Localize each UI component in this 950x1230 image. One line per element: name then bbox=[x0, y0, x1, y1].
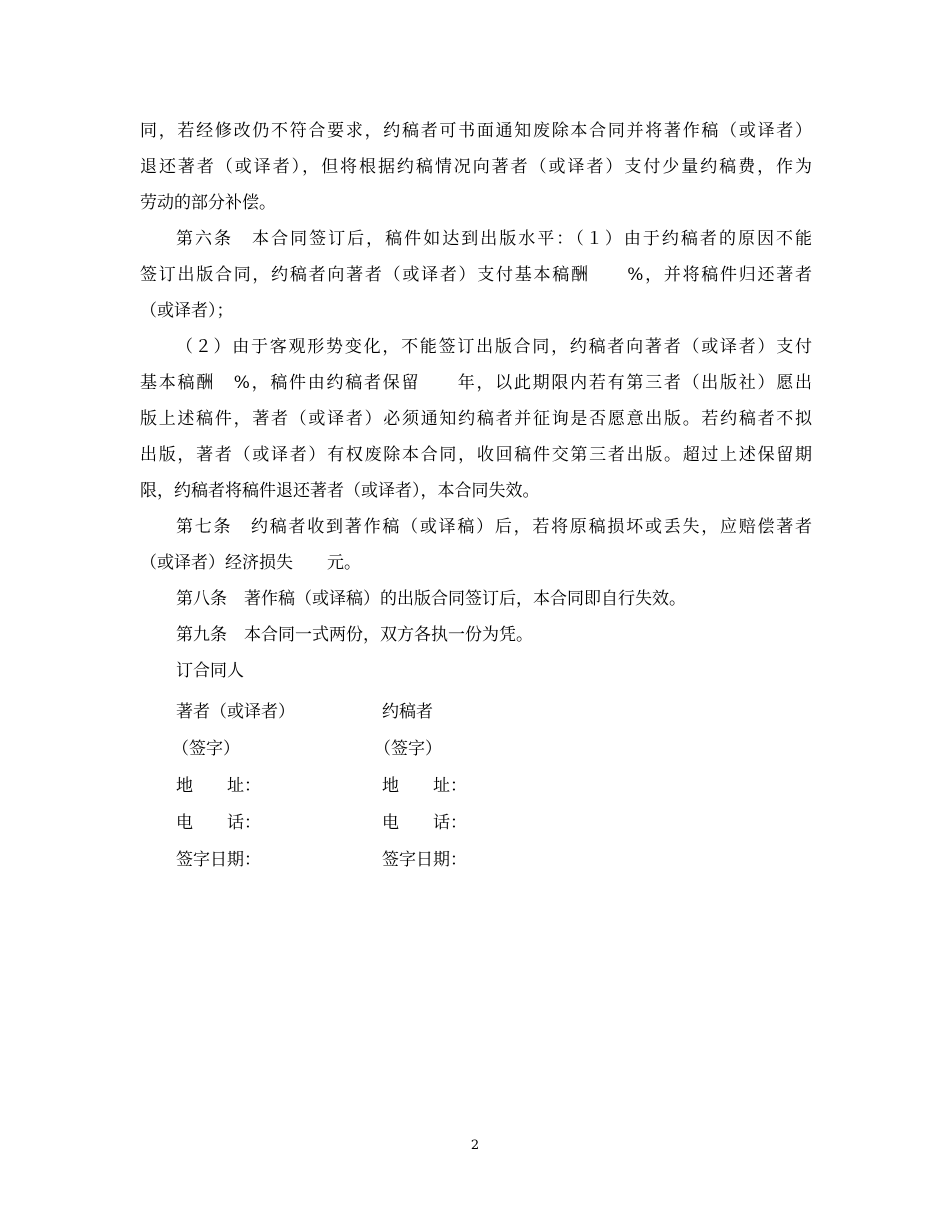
article-9-line: 第九条 本合同一式两份，双方各执一份为凭。 bbox=[176, 625, 533, 645]
contract-body bbox=[140, 113, 812, 689]
phone-right-label: 电 话： bbox=[382, 813, 467, 833]
article-6-line: 第六条 本合同签订后，稿件如达到出版水平：（１）由于约稿者的原因不能 bbox=[176, 229, 812, 249]
body-line: （或译者）经济损失 元。 bbox=[140, 553, 361, 573]
body-line: 版上述稿件，著者（或译者）必须通知约稿者并征询是否愿意出版。若约稿者不拟 bbox=[140, 409, 812, 429]
body-line: 同，若经修改仍不符合要求，约稿者可书面通知废除本合同并将著作稿（或译者） bbox=[140, 121, 812, 141]
article-7-line: 第七条 约稿者收到著作稿（或译稿）后，若将原稿损坏或丢失，应赔偿著者 bbox=[176, 517, 812, 537]
page-number: 2 bbox=[470, 1138, 480, 1153]
body-line: 退还著者（或译者），但将根据约稿情况向著者（或译者）支付少量约稿费，作为 bbox=[140, 157, 812, 177]
body-line: 签订出版合同，约稿者向著者（或译者）支付基本稿酬 %，并将稿件归还著者 bbox=[140, 265, 812, 285]
party-left-label: 著者（或译者） bbox=[176, 702, 295, 722]
party-right-label: 约稿者 bbox=[382, 702, 433, 722]
body-line: （或译者）； bbox=[140, 301, 234, 321]
signatories-heading: 订合同人 bbox=[176, 661, 244, 681]
article-6-clause-2-line: （２）由于客观形势变化，不能签订出版合同，约稿者向著者（或译者）支付 bbox=[176, 337, 812, 357]
signature-date-row bbox=[176, 842, 576, 879]
body-line: 限，约稿者将稿件退还著者（或译者），本合同失效。 bbox=[140, 481, 540, 501]
sign-right-label: （签字） bbox=[374, 739, 442, 759]
date-right-label: 签字日期： bbox=[382, 850, 467, 870]
signature-address-row bbox=[176, 768, 576, 805]
body-line: 劳动的部分补偿。 bbox=[140, 193, 276, 213]
body-line: 基本稿酬 %，稿件由约稿者保留 年，以此期限内若有第三者（出版社）愿出 bbox=[140, 373, 812, 393]
signature-parties-row bbox=[176, 694, 576, 731]
article-8-line: 第八条 著作稿（或译稿）的出版合同签订后，本合同即自行失效。 bbox=[176, 589, 686, 609]
address-right-label: 地 址： bbox=[382, 776, 467, 796]
sign-left-label: （签字） bbox=[172, 739, 240, 759]
signature-sign-row bbox=[172, 731, 576, 768]
address-left-label: 地 址： bbox=[176, 776, 261, 796]
phone-left-label: 电 话： bbox=[176, 813, 261, 833]
signature-block bbox=[172, 694, 576, 879]
date-left-label: 签字日期： bbox=[176, 850, 261, 870]
body-line: 出版，著者（或译者）有权废除本合同，收回稿件交第三者出版。超过上述保留期 bbox=[140, 445, 812, 465]
signature-phone-row bbox=[176, 805, 576, 842]
